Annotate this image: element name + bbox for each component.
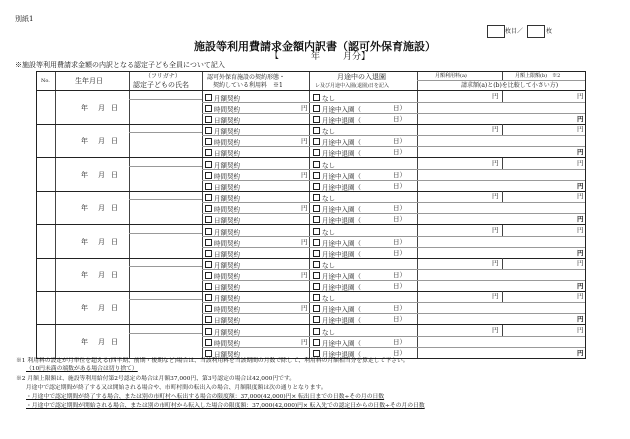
claim-yen: 円 <box>577 148 584 157</box>
checkbox[interactable] <box>313 216 320 223</box>
checkbox[interactable] <box>205 239 212 246</box>
contract-monthly[interactable] <box>205 228 240 236</box>
birth-day-label: 日 <box>111 204 118 213</box>
birth-day-label: 日 <box>111 137 118 146</box>
birth-day-label: 日 <box>111 170 118 179</box>
checkbox[interactable] <box>313 94 320 101</box>
monthly-cap-yen: 円 <box>577 192 584 201</box>
move-out-label: 月途中退園（ <box>322 149 361 158</box>
move-none[interactable] <box>313 94 335 102</box>
row-subdivider <box>202 180 585 181</box>
checkbox[interactable] <box>205 316 212 323</box>
checkbox[interactable] <box>205 305 212 312</box>
monthly-fee-yen: 円 <box>492 158 499 167</box>
row-subdivider <box>202 347 585 348</box>
contract-hourly[interactable] <box>205 272 240 280</box>
header-monthly-cap: 月額上限額(b) ※2 <box>515 73 561 79</box>
birth-day-label: 日 <box>111 337 118 346</box>
contract-monthly-label: 月額契約 <box>214 294 240 303</box>
header-move-1: 月途中の入退園 <box>337 73 386 81</box>
contract-daily[interactable] <box>205 216 240 224</box>
contract-fee-yen: 円 <box>301 137 308 146</box>
checkbox[interactable] <box>313 328 320 335</box>
contract-daily-label: 日額契約 <box>214 116 240 125</box>
sheet-number-field[interactable] <box>487 25 505 38</box>
move-in-label: 月途中入園（ <box>322 239 361 248</box>
row-subdivider <box>202 135 585 136</box>
header-monthly-fee: 月額利用料(a) <box>435 73 467 79</box>
contract-hourly-label: 時間契約 <box>214 138 240 147</box>
claim-yen: 円 <box>577 248 584 257</box>
monthly-fee-yen: 円 <box>492 325 499 334</box>
furigana-divider <box>129 266 202 267</box>
row-subdivider <box>202 269 585 270</box>
contract-hourly[interactable] <box>205 239 240 247</box>
move-out-day: 日） <box>393 315 406 324</box>
contract-daily-label: 日額契約 <box>214 350 240 359</box>
period-open: 【 <box>270 51 280 61</box>
row-subdivider <box>202 247 585 248</box>
contract-hourly-label: 時間契約 <box>214 239 240 248</box>
contract-hourly[interactable] <box>205 105 240 113</box>
contract-monthly-label: 月額契約 <box>214 194 240 203</box>
birth-year-label: 年 <box>81 271 88 279</box>
header-contract-2: 契約している利用料 ※1 <box>213 82 283 89</box>
furigana-divider <box>129 299 202 300</box>
birth-month-label: 月 <box>98 170 105 179</box>
note-top: ※施設等利用費請求金額の内訳となる認定子ども全員について記入 <box>15 61 225 69</box>
move-in-day: 日） <box>393 271 406 279</box>
furigana-divider <box>129 132 202 133</box>
contract-daily-label: 日額契約 <box>214 316 240 325</box>
checkbox[interactable] <box>313 305 320 312</box>
monthly-cap-yen: 円 <box>577 259 584 267</box>
row-subdivider <box>202 280 585 281</box>
checkbox[interactable] <box>205 172 212 179</box>
checkbox[interactable] <box>205 94 212 101</box>
move-out-day: 日） <box>393 348 406 357</box>
contract-monthly-label: 月額契約 <box>214 127 240 136</box>
birth-month-label: 月 <box>98 304 105 313</box>
move-none[interactable] <box>313 261 335 269</box>
move-none-label: なし <box>322 94 335 103</box>
move-in-day: 日） <box>393 104 406 112</box>
move-in[interactable] <box>313 105 361 113</box>
period-month: 月分】 <box>343 52 371 62</box>
furigana-divider <box>129 233 202 234</box>
row-subdivider <box>202 146 585 147</box>
header-claim: 請求額(a)と(b)を比較して小さい方) <box>461 82 559 89</box>
birth-month-label: 月 <box>98 237 105 246</box>
move-out[interactable] <box>313 149 361 157</box>
claim-yen: 円 <box>577 282 584 290</box>
move-none-label: なし <box>322 161 335 170</box>
move-out-label: 月途中退園（ <box>322 183 361 192</box>
birth-year-label: 年 <box>81 237 88 246</box>
footnote-1b: （10円未満の端数がある場合は切り捨て） <box>26 366 138 372</box>
row-subdivider <box>202 102 585 103</box>
checkbox[interactable] <box>205 261 212 268</box>
move-out[interactable] <box>313 116 361 124</box>
claim-yen: 円 <box>577 215 584 224</box>
header-subdivider <box>417 80 585 81</box>
row-subdivider <box>202 313 585 314</box>
monthly-cap-yen: 円 <box>577 158 584 167</box>
row-subdivider <box>202 213 585 214</box>
birth-month-label: 月 <box>98 137 105 146</box>
checkbox[interactable] <box>205 350 212 357</box>
period-year: 年 <box>311 52 321 62</box>
checkbox[interactable] <box>205 283 212 290</box>
move-out-day: 日） <box>393 248 406 257</box>
move-in-day: 日） <box>393 204 406 213</box>
birth-month-label: 月 <box>98 204 105 213</box>
birth-day-label: 日 <box>111 104 118 112</box>
footnote-1: ※1 利用料の設定が月単位を超える(四半期、前期・後期など)場合は、当該利用料を当該期間の月数で除して、利用料の月額相当分を算定して下さい。 <box>16 358 409 364</box>
move-in-day: 日） <box>393 337 406 346</box>
checkbox[interactable] <box>205 328 212 335</box>
furigana-divider <box>129 333 202 334</box>
contract-hourly-label: 時間契約 <box>214 105 240 114</box>
checkbox[interactable] <box>205 149 212 156</box>
form-id: 別紙1 <box>15 15 34 23</box>
header-contract-1: 認可外保育施設の契約形態・ <box>207 74 286 81</box>
move-out-day: 日） <box>393 115 406 123</box>
header-no: No. <box>41 78 50 84</box>
contract-monthly-label: 月額契約 <box>214 328 240 337</box>
move-in-day: 日） <box>393 137 406 146</box>
total-suffix: 枚 <box>546 28 553 35</box>
contract-monthly-label: 月額契約 <box>214 94 240 103</box>
checkbox[interactable] <box>205 127 212 134</box>
move-in[interactable] <box>313 172 361 180</box>
birth-day-label: 日 <box>111 237 118 246</box>
checkbox[interactable] <box>205 194 212 201</box>
move-in-label: 月途中入園（ <box>322 305 361 314</box>
row-subdivider <box>202 236 585 237</box>
contract-monthly-label: 月額契約 <box>214 261 240 270</box>
contract-fee-yen: 円 <box>301 237 308 246</box>
move-in-label: 月途中入園（ <box>322 272 361 281</box>
move-in[interactable] <box>313 339 361 347</box>
checkbox[interactable] <box>313 261 320 268</box>
move-out[interactable] <box>313 216 361 224</box>
fee-cap-divider <box>502 258 503 269</box>
claim-yen: 円 <box>577 348 584 357</box>
furigana-divider <box>129 199 202 200</box>
contract-monthly[interactable] <box>205 294 240 302</box>
checkbox[interactable] <box>313 339 320 346</box>
birth-month-label: 月 <box>98 337 105 346</box>
contract-monthly[interactable] <box>205 127 240 135</box>
checkbox[interactable] <box>313 127 320 134</box>
monthly-cap-yen: 円 <box>577 125 584 134</box>
table-row <box>37 191 585 225</box>
contract-daily[interactable] <box>205 116 240 124</box>
checkbox[interactable] <box>313 172 320 179</box>
row-subdivider <box>202 113 585 114</box>
furigana-divider <box>129 166 202 167</box>
monthly-fee-yen: 円 <box>492 292 499 301</box>
move-out[interactable] <box>313 183 361 191</box>
move-in-day: 日） <box>393 304 406 313</box>
contract-fee-yen: 円 <box>301 204 308 213</box>
fee-cap-divider <box>502 191 503 202</box>
move-none-label: なし <box>322 294 335 303</box>
checkbox[interactable] <box>313 250 320 257</box>
move-in-label: 月途中入園（ <box>322 172 361 181</box>
row-subdivider <box>202 169 585 170</box>
contract-hourly[interactable] <box>205 339 240 347</box>
checkbox[interactable] <box>205 228 212 235</box>
monthly-cap-yen: 円 <box>577 225 584 234</box>
table-row <box>37 91 585 125</box>
footnote-2: ※2 月額上限額は、施設等利用給付第2号認定の場合は月額37,000円、第3号認定の場合は42,000円です。 <box>16 376 296 382</box>
contract-monthly-label: 月額契約 <box>214 228 240 237</box>
checkbox[interactable] <box>313 149 320 156</box>
claim-yen: 円 <box>577 315 584 324</box>
monthly-fee-yen: 円 <box>492 92 499 100</box>
contract-daily[interactable] <box>205 183 240 191</box>
monthly-cap-yen: 円 <box>577 92 584 100</box>
move-out-day: 日） <box>393 282 406 290</box>
fee-cap-divider <box>502 124 503 135</box>
birth-year-label: 年 <box>81 204 88 213</box>
move-none[interactable] <box>313 127 335 135</box>
claim-yen: 円 <box>577 115 584 123</box>
move-out[interactable] <box>313 283 361 291</box>
move-none[interactable] <box>313 328 335 336</box>
birth-year-label: 年 <box>81 137 88 146</box>
move-out-label: 月途中退園（ <box>322 283 361 292</box>
move-out-label: 月途中退園（ <box>322 350 361 359</box>
move-in-label: 月途中入園（ <box>322 205 361 214</box>
birth-year-label: 年 <box>81 170 88 179</box>
contract-daily[interactable] <box>205 149 240 157</box>
move-out[interactable] <box>313 350 361 358</box>
birth-year-label: 年 <box>81 337 88 346</box>
fee-cap-divider <box>502 158 503 169</box>
move-none[interactable] <box>313 194 335 202</box>
checkbox[interactable] <box>205 272 212 279</box>
contract-daily[interactable] <box>205 250 240 258</box>
contract-monthly[interactable] <box>205 194 240 202</box>
contract-daily[interactable] <box>205 350 240 358</box>
move-in-day: 日） <box>393 237 406 246</box>
table-row <box>37 291 585 325</box>
move-in-label: 月途中入園（ <box>322 339 361 348</box>
checkbox[interactable] <box>205 250 212 257</box>
contract-daily-label: 日額契約 <box>214 149 240 158</box>
move-in[interactable] <box>313 239 361 247</box>
checkbox[interactable] <box>313 228 320 235</box>
contract-hourly-label: 時間契約 <box>214 172 240 181</box>
move-in-label: 月途中入園（ <box>322 138 361 147</box>
contract-hourly-label: 時間契約 <box>214 272 240 281</box>
contract-hourly-label: 時間契約 <box>214 305 240 314</box>
contract-fee-yen: 円 <box>301 271 308 279</box>
checkbox[interactable] <box>313 283 320 290</box>
checkbox[interactable] <box>205 116 212 123</box>
birth-day-label: 日 <box>111 271 118 279</box>
move-out[interactable] <box>313 316 361 324</box>
furigana-divider <box>129 99 202 100</box>
move-in[interactable] <box>313 305 361 313</box>
total-sheets-field[interactable] <box>527 25 545 38</box>
table-row <box>37 325 585 359</box>
checkbox[interactable] <box>205 216 212 223</box>
checkbox[interactable] <box>205 205 212 212</box>
checkbox[interactable] <box>313 138 320 145</box>
move-in[interactable] <box>313 272 361 280</box>
contract-daily-label: 日額契約 <box>214 250 240 259</box>
fee-cap-divider <box>502 225 503 236</box>
footnote-2d: ・月途中で認定期間が開始される場合、または別の市町村から転入した場合の限度額：37,000(42,000)円× 転入先での認定日からの日数÷その月の日数 <box>26 403 425 409</box>
contract-hourly[interactable] <box>205 305 240 313</box>
move-in-day: 日） <box>393 170 406 179</box>
contract-hourly-label: 時間契約 <box>214 339 240 348</box>
monthly-fee-yen: 円 <box>492 125 499 134</box>
contract-fee-yen: 円 <box>301 170 308 179</box>
row-subdivider <box>202 336 585 337</box>
move-none[interactable] <box>313 294 335 302</box>
move-out-day: 日） <box>393 148 406 157</box>
contract-daily-label: 日額契約 <box>214 183 240 192</box>
contract-hourly[interactable] <box>205 172 240 180</box>
contract-hourly[interactable] <box>205 205 240 213</box>
move-none-label: なし <box>322 127 335 136</box>
monthly-cap-yen: 円 <box>577 325 584 334</box>
sheet-suffix: 枚目／ <box>505 28 524 35</box>
fee-cap-divider <box>502 291 503 302</box>
move-in[interactable] <box>313 138 361 146</box>
checkbox[interactable] <box>313 194 320 201</box>
birth-year-label: 年 <box>81 304 88 313</box>
contract-monthly[interactable] <box>205 261 240 269</box>
move-out-label: 月途中退園（ <box>322 116 361 125</box>
monthly-cap-yen: 円 <box>577 292 584 301</box>
monthly-fee-yen: 円 <box>492 192 499 201</box>
checkbox[interactable] <box>313 239 320 246</box>
checkbox[interactable] <box>205 183 212 190</box>
footnote-2c: ・月途中で認定期間が終了する場合、または別の市町村へ転出する場合の限度額：37,000(42,000)円× 転出日までの日数÷その月の日数 <box>26 394 385 400</box>
move-none-label: なし <box>322 194 335 203</box>
checkbox[interactable] <box>205 161 212 168</box>
checkbox[interactable] <box>313 316 320 323</box>
table-row <box>37 258 585 292</box>
table-row <box>37 158 585 192</box>
contract-hourly[interactable] <box>205 138 240 146</box>
move-out-label: 月途中退園（ <box>322 316 361 325</box>
move-in-label: 月途中入園（ <box>322 105 361 114</box>
checkbox[interactable] <box>313 350 320 357</box>
footnote-2b: 月途中で認定期間が終了する又は開始される場合や、市町村間の転出入の場合、月額限度額は次の通りとなります。 <box>20 385 327 391</box>
move-none-label: なし <box>322 228 335 237</box>
contract-fee-yen: 円 <box>301 304 308 313</box>
checkbox[interactable] <box>205 294 212 301</box>
header-child-name: 認定子どもの氏名 <box>133 81 189 89</box>
move-none[interactable] <box>313 161 335 169</box>
claim-yen: 円 <box>577 181 584 190</box>
contract-daily-label: 日額契約 <box>214 283 240 292</box>
contract-monthly[interactable] <box>205 94 240 102</box>
checkbox[interactable] <box>205 138 212 145</box>
birth-month-label: 月 <box>98 271 105 279</box>
move-out-day: 日） <box>393 181 406 190</box>
contract-fee-yen: 円 <box>301 104 308 112</box>
move-in[interactable] <box>313 205 361 213</box>
move-out[interactable] <box>313 250 361 258</box>
contract-daily[interactable] <box>205 283 240 291</box>
fee-cap-divider <box>502 91 503 102</box>
header-move-2: レ及び月途中入園(退園)日を記入 <box>315 83 389 89</box>
contract-monthly[interactable] <box>205 328 240 336</box>
row-subdivider <box>202 302 585 303</box>
contract-hourly-label: 時間契約 <box>214 205 240 214</box>
checkbox[interactable] <box>313 205 320 212</box>
contract-monthly[interactable] <box>205 161 240 169</box>
checkbox[interactable] <box>313 105 320 112</box>
move-none-label: なし <box>322 328 335 337</box>
contract-monthly-label: 月額契約 <box>214 161 240 170</box>
move-out-day: 日） <box>393 215 406 224</box>
monthly-fee-yen: 円 <box>492 225 499 234</box>
move-out-label: 月途中退園（ <box>322 216 361 225</box>
table-row <box>37 225 585 259</box>
checkbox[interactable] <box>313 116 320 123</box>
table-row <box>37 124 585 158</box>
fee-cap-divider <box>502 325 503 336</box>
checkbox[interactable] <box>313 183 320 190</box>
invoice-table <box>36 71 586 359</box>
birth-month-label: 月 <box>98 104 105 112</box>
header-birth: 生年月日 <box>75 77 103 85</box>
move-out-label: 月途中退園（ <box>322 250 361 259</box>
checkbox[interactable] <box>205 105 212 112</box>
checkbox[interactable] <box>313 161 320 168</box>
contract-fee-yen: 円 <box>301 337 308 346</box>
page-title: 施設等利用費請求金額内訳書（認可外保育施設） <box>194 40 436 53</box>
monthly-fee-yen: 円 <box>492 259 499 267</box>
row-subdivider <box>202 202 585 203</box>
checkbox[interactable] <box>313 294 320 301</box>
checkbox[interactable] <box>313 272 320 279</box>
move-none-label: なし <box>322 261 335 270</box>
contract-daily[interactable] <box>205 316 240 324</box>
header-furigana: （フリガナ） <box>145 73 181 80</box>
birth-year-label: 年 <box>81 104 88 112</box>
move-none[interactable] <box>313 228 335 236</box>
checkbox[interactable] <box>205 339 212 346</box>
contract-daily-label: 日額契約 <box>214 216 240 225</box>
birth-day-label: 日 <box>111 304 118 313</box>
